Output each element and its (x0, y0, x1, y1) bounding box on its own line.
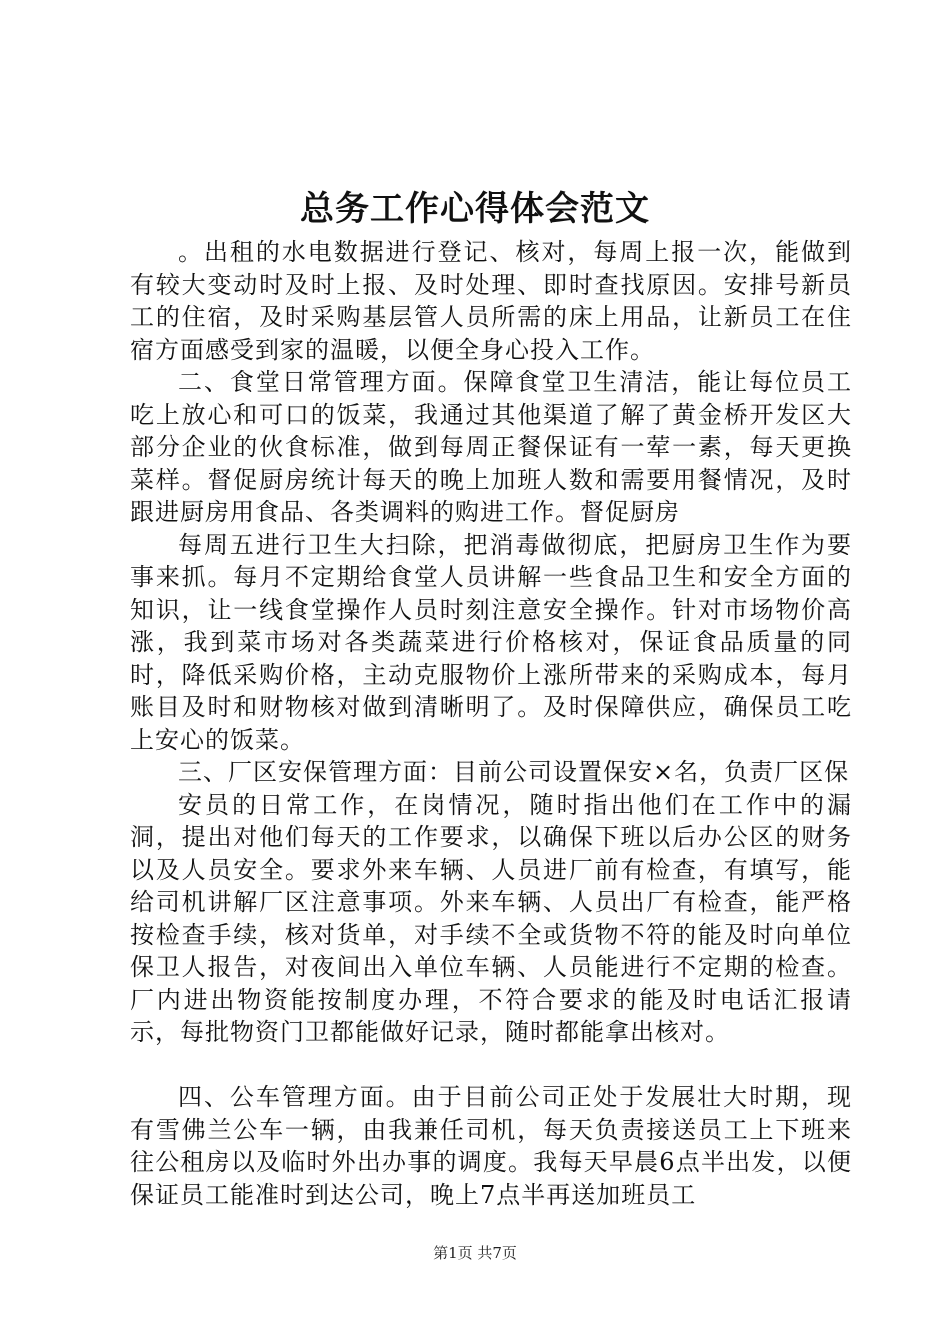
document-body (130, 236, 852, 1211)
page-number-footer: 第1页 共7页 (433, 1244, 517, 1262)
paragraph-canteen-hygiene: 每周五进行卫生大扫除，把消毒做彻底，把厨房卫生作为要事来抓。每月不定期给食堂人员讲解一些食品卫生和安全方面的知识，让一线食堂操作人员时刻注意安全操作。针对市场物价高涨，我到菜市场对各类蔬菜进行价格核对，保证食品质量的同时，降低采购价格，主动克服物价上涨所带来的采购成本，每月账目及时和财物核对做到清晰明了。及时保障供应，确保员工吃上安心的饭菜。 (130, 530, 852, 754)
paragraph-security-details: 安员的日常工作，在岗情况，随时指出他们在工作中的漏洞，提出对他们每天的工作要求，以确保下班以后办公区的财务以及人员安全。要求外来车辆、人员进厂前有检查，有填写，能给司机讲解厂区注意事项。外来车辆、人员出厂有检查，能严格按检查手续，核对货单，对手续不全或货物不符的能及时向单位保卫人报告，对夜间出入单位车辆、人员能进行不定期的检查。厂内进出物资能按制度办理，不符合要求的能及时电话汇报请示，每批物资门卫都能做好记录，随时都能拿出核对。 (130, 790, 852, 1046)
paragraph-canteen-management: 二、食堂日常管理方面。保障食堂卫生清洁，能让每位员工吃上放心和可口的饭菜，我通过其他渠道了解了黄金桥开发区大部分企业的伙食标准，做到每周正餐保证有一荤一素，每天更换菜样。督促厨房统计每天的晚上加班人数和需要用餐情况，及时跟进厨房用食品、各类调料的购进工作。督促厨房 (130, 368, 852, 526)
paragraph-utilities-housing: 。出租的水电数据进行登记、核对，每周上报一次，能做到有较大变动时及时上报、及时处理、即时查找原因。安排号新员工的住宿，及时采购基层管人员所需的床上用品，让新员工在住宿方面感受到家的温暖，以便全身心投入工作。 (130, 238, 852, 364)
paragraph-vehicle-management: 四、公车管理方面。由于目前公司正处于发展壮大时期，现有雪佛兰公车一辆，由我兼任司机，每天负责接送员工上下班来往公租房以及临时外出办事的调度。我每天早晨6点半出发，以便保证员工能准时到达公司，晚上7点半再送加班员工 (130, 1083, 852, 1209)
paragraph-spacer (130, 1049, 852, 1082)
paragraph-security-heading: 三、厂区安保管理方面：目前公司设置保安×名，负责厂区保 (178, 758, 850, 786)
document-title: 总务工作心得体会范文 (300, 189, 650, 229)
